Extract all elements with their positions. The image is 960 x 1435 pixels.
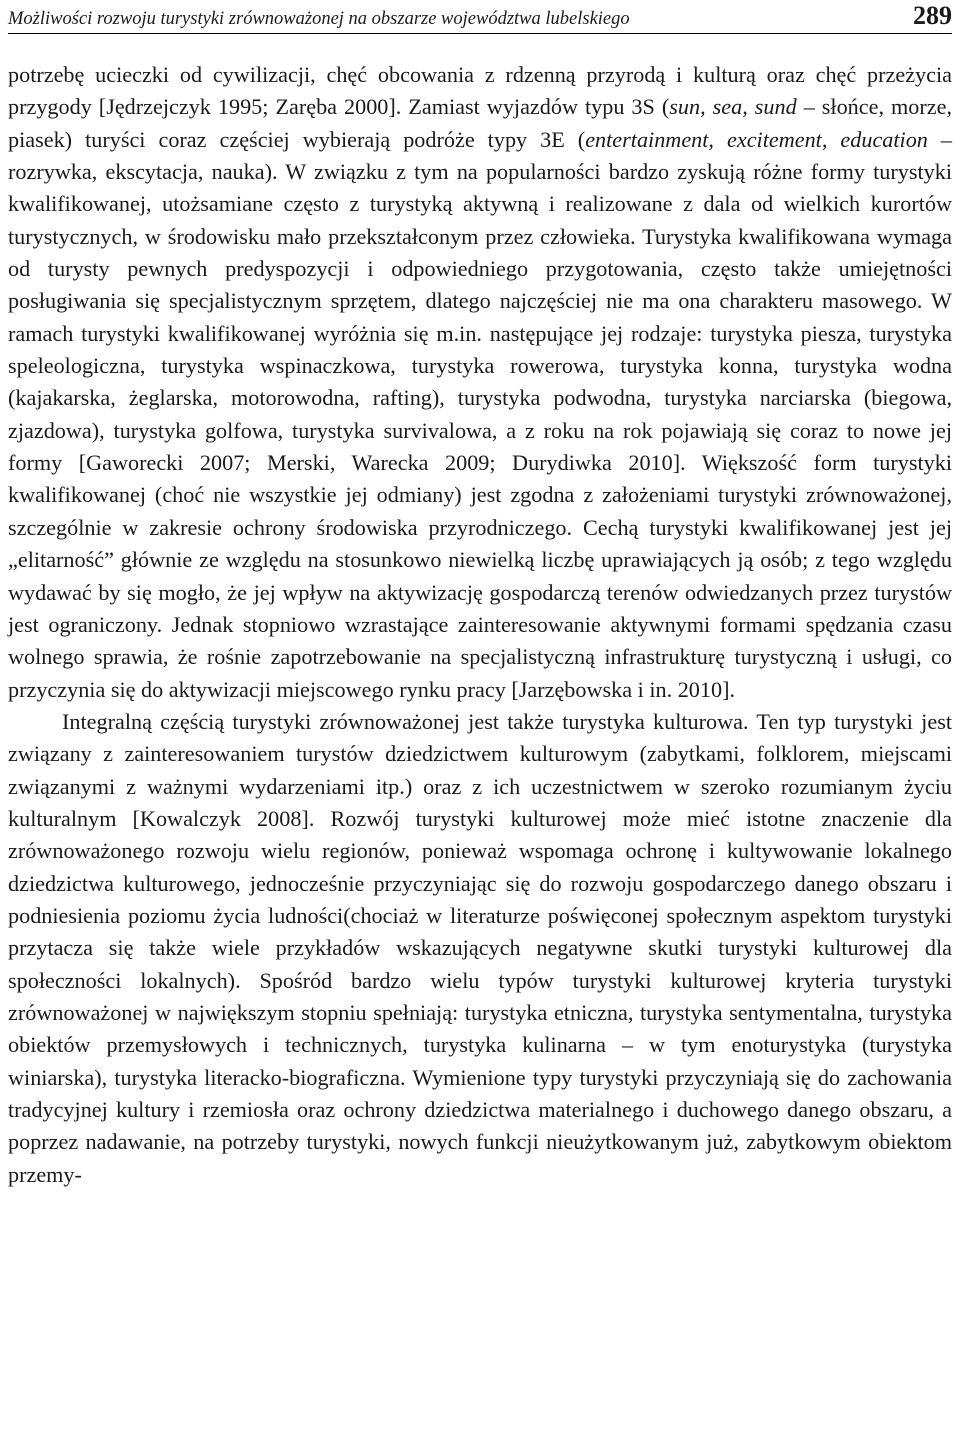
paragraph-text: – słońce, morze, piasek) turyści coraz częściej wybierają podróże typy 3E (	[8, 94, 952, 152]
italic-term-3e: entertainment, excitement, education	[585, 126, 928, 152]
page-number: 289	[913, 1, 952, 30]
paragraph-text: Integralną częścią turystyki zrównoważonej jest także turystyka kulturowa. Ten typ turystyki jest związany z zainteresowaniem turystów dziedzictwem kulturowym (zabytkami, folklorem, miejscami związanymi z ważnymi wydarzeniami itp.) oraz z ich uczestnictwem w szeroko rozumianym życiu kulturalnym [Kowalczyk 2008]. Rozwój turystyki kulturowej może mieć istotne znaczenie dla zrównoważonego rozwoju wielu regionów, ponieważ wspomaga ochronę i kultywowanie lokalnego dziedzictwa kulturowego, jednocześnie przyczyniając się do rozwoju gospodarczego danego obszaru i podniesienia poziomu życia ludności(chociaż w literaturze poświęconej społecznym aspektom turystyki przytacza się także wiele przykładów wskazujących negatywne skutki turystyki kulturowej dla społeczności lokalnych). Spośród bardzo wielu typów turystyki kulturowej kryteria turystyki zrównoważonej w największym stopniu spełniają: turystyka etniczna, turystyka sentymentalna, turystyka obiektów przemysłowych i technicznych, turystyka kulinarna – w tym enoturystyka (turystyka winiarska), turystyka literacko-biograficzna. Wymienione typy turystyki przyczyniają się do zachowania tradycyjnej kultury i rzemiosła oraz ochrony dziedzictwa materialnego i duchowego danego obszaru, a poprzez nadawanie, na potrzeby turystyki, nowych funkcji nieużytkowanym już, zabytkowym obiektom przemy-	[8, 708, 952, 1187]
paragraph-text: potrzebę ucieczki od cywilizacji, chęć obcowania z rdzenną przyrodą i kulturą oraz chęć przeżycia przygody [Jędrzejczyk 1995; Zaręba 2000]. Zamiast wyjazdów typu 3S (	[8, 62, 952, 120]
paragraph-text: – rozrywka, ekscytacja, nauka). W związku z tym na popularności bardzo zyskują różne formy turystyki kwalifikowanej, utożsamiane często z turystyką aktywną i realizowane z dala od wielkich kurortów turystycznych, w środowisku mało przekształconym przez człowieka. Turystyka kwalifikowana wymaga od turysty pewnych predyspozycji i odpowiedniego przygotowania, często także umiejętności posługiwania się specjalistycznym sprzętem, dlatego najczęściej nie ma ona charakteru masowego. W ramach turystyki kwalifikowanej wyróżnia się m.in. następujące jej rodzaje: turystyka piesza, turystyka speleologiczna, turystyka wspinaczkowa, turystyka rowerowa, turystyka konna, turystyka wodna (kajakarska, żeglarska, motorowodna, rafting), turystyka podwodna, turystyka narciarska (biegowa, zjazdowa), turystyka golfowa, turystyka survivalowa, a z roku na rok pojawiają się coraz to nowe jej formy [Gaworecki 2007; Merski, Warecka 2009; Durydiwka 2010]. Większość form turystyki kwalifikowanej (choć nie wszystkie jej odmiany) jest zgodna z założeniami turystyki zrównoważonej, szczególnie w zakresie ochrony środowiska przyrodniczego. Cechą turystyki kwalifikowanej jest jej „elitarność” głównie ze względu na stosunkowo niewielką liczbę uprawiających ją osób; z tego względu wydawać by się mogło, że jej wpływ na aktywizację gospodarczą terenów odwiedzanych przez turystów jest ograniczony. Jednak stopniowo wzrastające zainteresowanie aktywnymi formami spędzania czasu wolnego sprawia, że rośnie zapotrzebowanie na specjalistyczną infrastrukturę turystyczną i usługi, co przyczynia się do aktywizacji miejscowego rynku pracy [Jarzębowska i in. 2010].	[8, 126, 953, 702]
running-title: Możliwości rozwoju turystyki zrównoważonej na obszarze województwa lubelskiego	[8, 9, 630, 29]
running-header	[8, 0, 952, 34]
body-text	[8, 59, 952, 1191]
italic-term-3s: sun, sea, sund	[669, 94, 797, 120]
paragraph-continued	[8, 59, 952, 706]
paragraph-cultural-tourism	[8, 706, 952, 1191]
